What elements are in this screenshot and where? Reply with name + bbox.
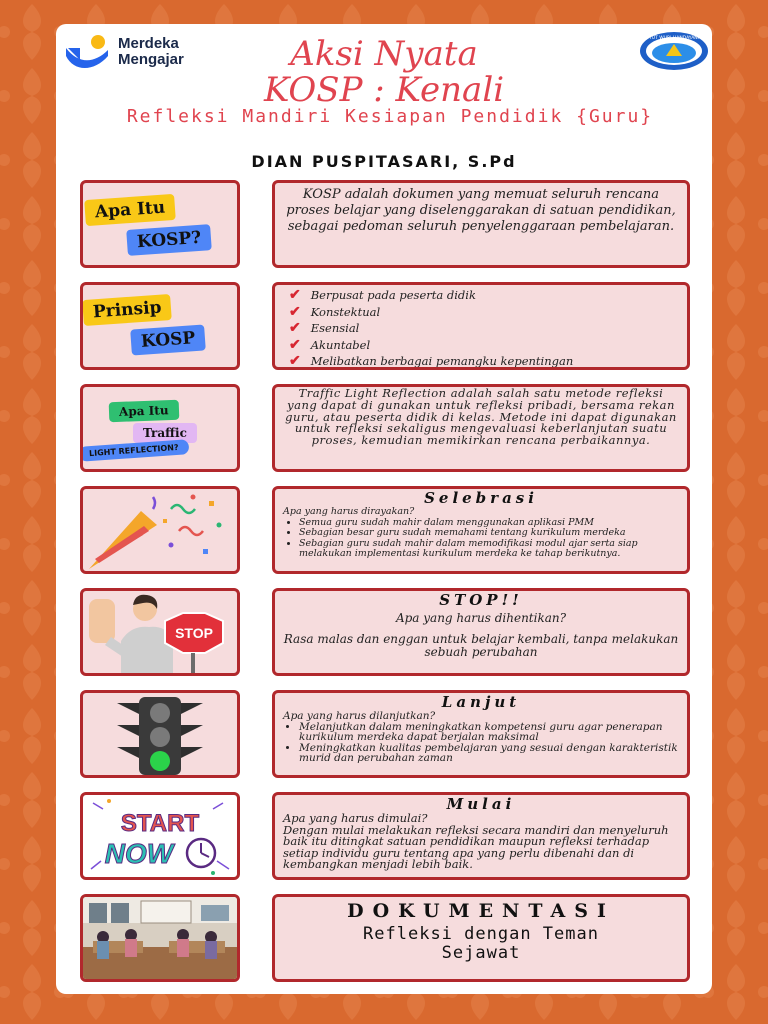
selebrasi-heading: Selebrasi (424, 489, 538, 507)
stop-question: Apa yang harus dihentikan? (395, 611, 567, 625)
lanjut-question: Apa yang harus dilanjutkan? (283, 710, 436, 722)
party-popper-icon (83, 489, 237, 571)
stop-heading: STOP!! (439, 591, 523, 609)
mulai-heading: Mulai (446, 795, 516, 813)
traffic-tag-box (80, 384, 240, 472)
tag-kosp: KOSP? (126, 224, 212, 256)
start-now-box (80, 792, 240, 880)
stop-box (272, 588, 690, 676)
tag-prinsip: Prinsip (82, 294, 172, 326)
dokumentasi-text: Refleksi dengan Teman Sejawat (363, 924, 599, 963)
check-icon: ✔ (289, 303, 301, 320)
stop-illustration-box (80, 588, 240, 676)
selebrasi-question: Apa yang harus dirayakan? (283, 506, 415, 517)
start-now-art (83, 795, 237, 877)
check-icon: ✔ (289, 320, 301, 337)
kosp-definition-box (272, 180, 690, 268)
stop-sign-text: STOP (175, 625, 213, 641)
traffic-definition-box (272, 384, 690, 472)
selebrasi-box (272, 486, 690, 574)
prinsip-item: ✔ Melibatkan berbagai pemangku kepentingan (289, 353, 574, 370)
author-name: DIAN PUSPITASARI, S.Pd (251, 152, 517, 171)
selebrasi-item: • Sebagian guru sudah mahir dalam memodifikasi modul ajar serta siap melakukan implementasi kurikulum merdeka ke tahap berikutnya. (299, 539, 679, 560)
kosp-tag-box (80, 180, 240, 268)
lanjut-box (272, 690, 690, 778)
person-stop-sign-icon (83, 591, 237, 673)
traffic-definition: Traffic Light Reflection adalah salah satu metode refleksi yang dapat di gunakan untuk refleksi pribadi, bersama rekan guru, atau peserta didik di kelas. Metode ini dapat digunakan untuk refleksi sekaligus mengevaluasi keberlanjutan suatu proses, kemudian memikirkan rencana perbaikannya. (285, 386, 677, 448)
logo-line1: Merdeka (118, 35, 179, 52)
check-icon: ✔ (289, 336, 301, 353)
traffic-light-icon (83, 693, 237, 775)
selebrasi-item: • Semua guru sudah mahir dalam menggunakan aplikasi PMM (299, 518, 679, 529)
lanjut-heading: Lanjut (441, 693, 521, 711)
mulai-question: Apa yang harus dimulai? (283, 811, 428, 825)
prinsip-tag-box (80, 282, 240, 370)
dokumentasi-heading: DOKUMENTASI (347, 900, 615, 922)
mulai-text: Dengan mulai melakukan refleksi secara mandiri dan menyeluruh baik itu ditingkat satuan pendidikan maupun refleksi terhadap setiap individu guru tentang apa yang perlu dibenahi dan di kembangkan menjadi lebih baik. (283, 822, 669, 871)
selebrasi-item: • Sebagian besar guru sudah memahami tentang kurikulum merdeka (299, 528, 679, 539)
prinsip-item: ✔ Esensial (289, 320, 360, 337)
dokumentasi-photo-box (80, 894, 240, 982)
title-line2: KOSP : Kenali (263, 70, 505, 110)
check-icon: ✔ (289, 353, 301, 370)
start-text: START (120, 810, 200, 837)
prinsip-list-box (272, 282, 690, 370)
svg-text:TUT WURI HANDAYANI: TUT WURI HANDAYANI (649, 36, 699, 41)
tag-apa-itu-2: Apa Itu (109, 400, 179, 422)
dokumentasi-box (272, 894, 690, 982)
stop-text: Rasa malas dan enggan untuk belajar kembali, tanpa melakukan sebuah perubahan (283, 632, 679, 659)
kosp-definition: KOSP adalah dokumen yang memuat seluruh rencana proses belajar yang diselenggarakan di satuan pendidikan, sebagai pedoman seluruh penyelenggaraan pembelajaran. (286, 187, 676, 234)
party-illustration-box (80, 486, 240, 574)
lanjut-item: • Melanjutkan dalam meningkatkan kompetensi guru agar penerapan kurikulum merdeka dapat berjalan maksimal (299, 722, 679, 743)
check-icon: ✔ (289, 287, 301, 304)
tag-kosp-2: KOSP (130, 324, 206, 355)
now-text: NOW (104, 838, 174, 869)
prinsip-item: ✔ Akuntabel (289, 336, 371, 353)
tag-apa-itu: Apa Itu (84, 194, 176, 226)
lanjut-item: • Meningkatkan kualitas pembelajaran yang sesuai dengan karakteristik murid dan perubahan zaman (299, 743, 679, 764)
mulai-box (272, 792, 690, 880)
subtitle: Refleksi Mandiri Kesiapan Pendidik {Guru} (126, 106, 654, 127)
title-line1: Aksi Nyata (290, 34, 478, 74)
traffic-light-box (80, 690, 240, 778)
logo-line2: Mengajar (118, 51, 184, 68)
tag-light-reflection: LIGHT REFLECTION? (80, 439, 189, 462)
prinsip-item: ✔ Berpusat pada peserta didik (289, 287, 476, 304)
classroom-photo (83, 897, 237, 979)
tag-traffic: Traffic (133, 423, 197, 443)
prinsip-item: ✔ Konstektual (289, 303, 381, 320)
